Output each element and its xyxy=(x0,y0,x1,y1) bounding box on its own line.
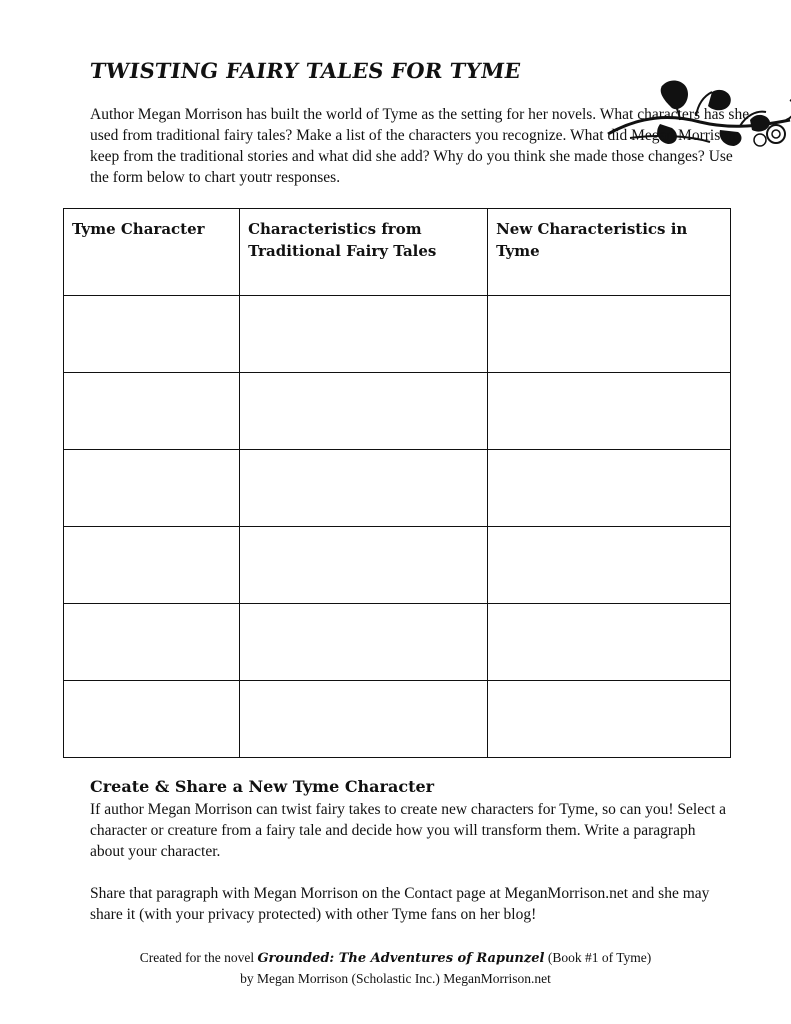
cell-tyme-character[interactable] xyxy=(64,373,240,450)
footer-line-2: by Megan Morrison (Scholastic Inc.) MeganMorrison.net xyxy=(240,971,551,986)
footer-novel-title: Grounded: The Adventures of Rapunzel xyxy=(257,951,545,966)
cell-new-characteristics[interactable] xyxy=(488,681,731,758)
character-chart xyxy=(63,208,731,758)
footer-line-1 xyxy=(0,948,791,969)
cell-traditional-characteristics[interactable] xyxy=(240,373,488,450)
table-row xyxy=(64,373,731,450)
header-traditional-characteristics: Characteristics from Traditional Fairy Tales xyxy=(240,209,488,296)
cell-tyme-character[interactable] xyxy=(64,296,240,373)
cell-new-characteristics[interactable] xyxy=(488,296,731,373)
cell-new-characteristics[interactable] xyxy=(488,373,731,450)
cell-traditional-characteristics[interactable] xyxy=(240,296,488,373)
create-heading: Create & Share a New Tyme Character xyxy=(90,777,435,796)
cell-new-characteristics[interactable] xyxy=(488,604,731,681)
create-paragraph: If author Megan Morrison can twist fairy takes to create new characters for Tyme, so can you! Select a character or creature from a fairy tale and decide how you will transform them. Write a paragraph about your character. xyxy=(90,801,727,860)
header-tyme-character: Tyme Character xyxy=(64,209,240,296)
title-area xyxy=(90,54,700,98)
table-row xyxy=(64,604,731,681)
table-row xyxy=(64,296,731,373)
cell-traditional-characteristics[interactable] xyxy=(240,681,488,758)
cell-new-characteristics[interactable] xyxy=(488,450,731,527)
page-title: TWISTING FAIRY TALES FOR TYME xyxy=(88,58,523,83)
cell-traditional-characteristics[interactable] xyxy=(240,604,488,681)
cell-tyme-character[interactable] xyxy=(64,681,240,758)
share-paragraph: Share that paragraph with Megan Morrison on the Contact page at MeganMorrison.net and she may share it (with your privacy protected) with other Tyme fans on her blog! xyxy=(90,885,710,923)
create-share-section xyxy=(90,776,730,925)
chart-header-row xyxy=(64,209,731,296)
cell-new-characteristics[interactable] xyxy=(488,527,731,604)
table-row xyxy=(64,527,731,604)
cell-traditional-characteristics[interactable] xyxy=(240,527,488,604)
header-new-characteristics: New Characteristics in Tyme xyxy=(488,209,731,296)
cell-tyme-character[interactable] xyxy=(64,604,240,681)
intro-paragraph: Author Megan Morrison has built the world of Tyme as the setting for her novels. What characters has she used from traditional fairy tales? Make a list of the characters you recognize. What did Megan Morrison keep from the traditional stories and what did she add? Why do you think she made those changes? Use the form below to chart youtr responses. xyxy=(90,106,750,186)
cell-traditional-characteristics[interactable] xyxy=(240,450,488,527)
footer-suffix: (Book #1 of Tyme) xyxy=(544,950,652,965)
intro-section xyxy=(90,104,750,188)
footer-prefix: Created for the novel xyxy=(139,950,258,965)
table-row xyxy=(64,681,731,758)
cell-tyme-character[interactable] xyxy=(64,527,240,604)
table-row xyxy=(64,450,731,527)
footer-credit xyxy=(0,948,791,989)
cell-tyme-character[interactable] xyxy=(64,450,240,527)
